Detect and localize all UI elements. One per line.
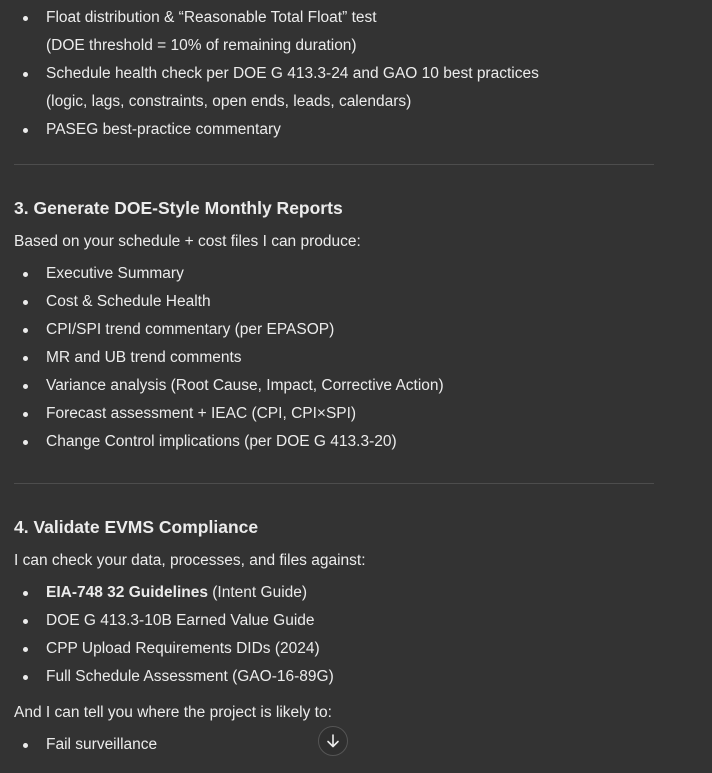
list-item: Executive Summary: [14, 260, 654, 288]
list-item-text: Schedule health check per DOE G 413.3-24 and GAO 10 best practices: [46, 65, 539, 82]
section-divider: [14, 483, 654, 484]
list-item-text: PASEG best-practice commentary: [46, 121, 281, 138]
schedule-analysis-list: [14, 4, 654, 144]
list-item-text-continued: (logic, lags, constraints, open ends, leads, calendars): [46, 93, 412, 110]
scroll-to-bottom-button[interactable]: [318, 726, 348, 756]
list-item-text-continued: (DOE threshold = 10% of remaining duration): [46, 37, 357, 54]
section-heading-reports: 3. Generate DOE-Style Monthly Reports: [14, 198, 343, 218]
section-divider: [14, 164, 654, 165]
list-item: Cost & Schedule Health: [14, 288, 654, 316]
list-item-text: Float distribution & “Reasonable Total Float” test: [46, 9, 377, 26]
section-heading-compliance: 4. Validate EVMS Compliance: [14, 517, 259, 537]
list-item: [14, 116, 654, 144]
list-item: CPP Upload Requirements DIDs (2024): [14, 635, 654, 663]
list-item: DOE G 413.3-10B Earned Value Guide: [14, 607, 654, 635]
section-intro-reports: Based on your schedule + cost files I can produce:: [14, 233, 361, 250]
assistant-message: [14, 0, 654, 759]
list-item: [14, 60, 654, 116]
section-outro-compliance: And I can tell you where the project is likely to:: [14, 704, 332, 721]
list-item: [14, 579, 654, 607]
list-item: [14, 4, 654, 60]
compliance-list: [14, 579, 654, 691]
list-item: Fail surveillance: [14, 731, 654, 759]
list-item: CPI/SPI trend commentary (per EPASOP): [14, 316, 654, 344]
list-item: Full Schedule Assessment (GAO-16-89G): [14, 663, 654, 691]
list-item: Forecast assessment + IEAC (CPI, CPI×SPI): [14, 400, 654, 428]
list-item: Variance analysis (Root Cause, Impact, Corrective Action): [14, 372, 654, 400]
arrow-down-icon: [325, 733, 341, 749]
list-item-text: (Intent Guide): [207, 584, 308, 601]
list-item: Change Control implications (per DOE G 413.3-20): [14, 428, 654, 456]
reports-list: [14, 260, 654, 456]
list-item-bold: EIA-748 32 Guidelines: [46, 584, 208, 601]
section-intro-compliance: I can check your data, processes, and files against:: [14, 552, 366, 569]
list-item: MR and UB trend comments: [14, 344, 654, 372]
